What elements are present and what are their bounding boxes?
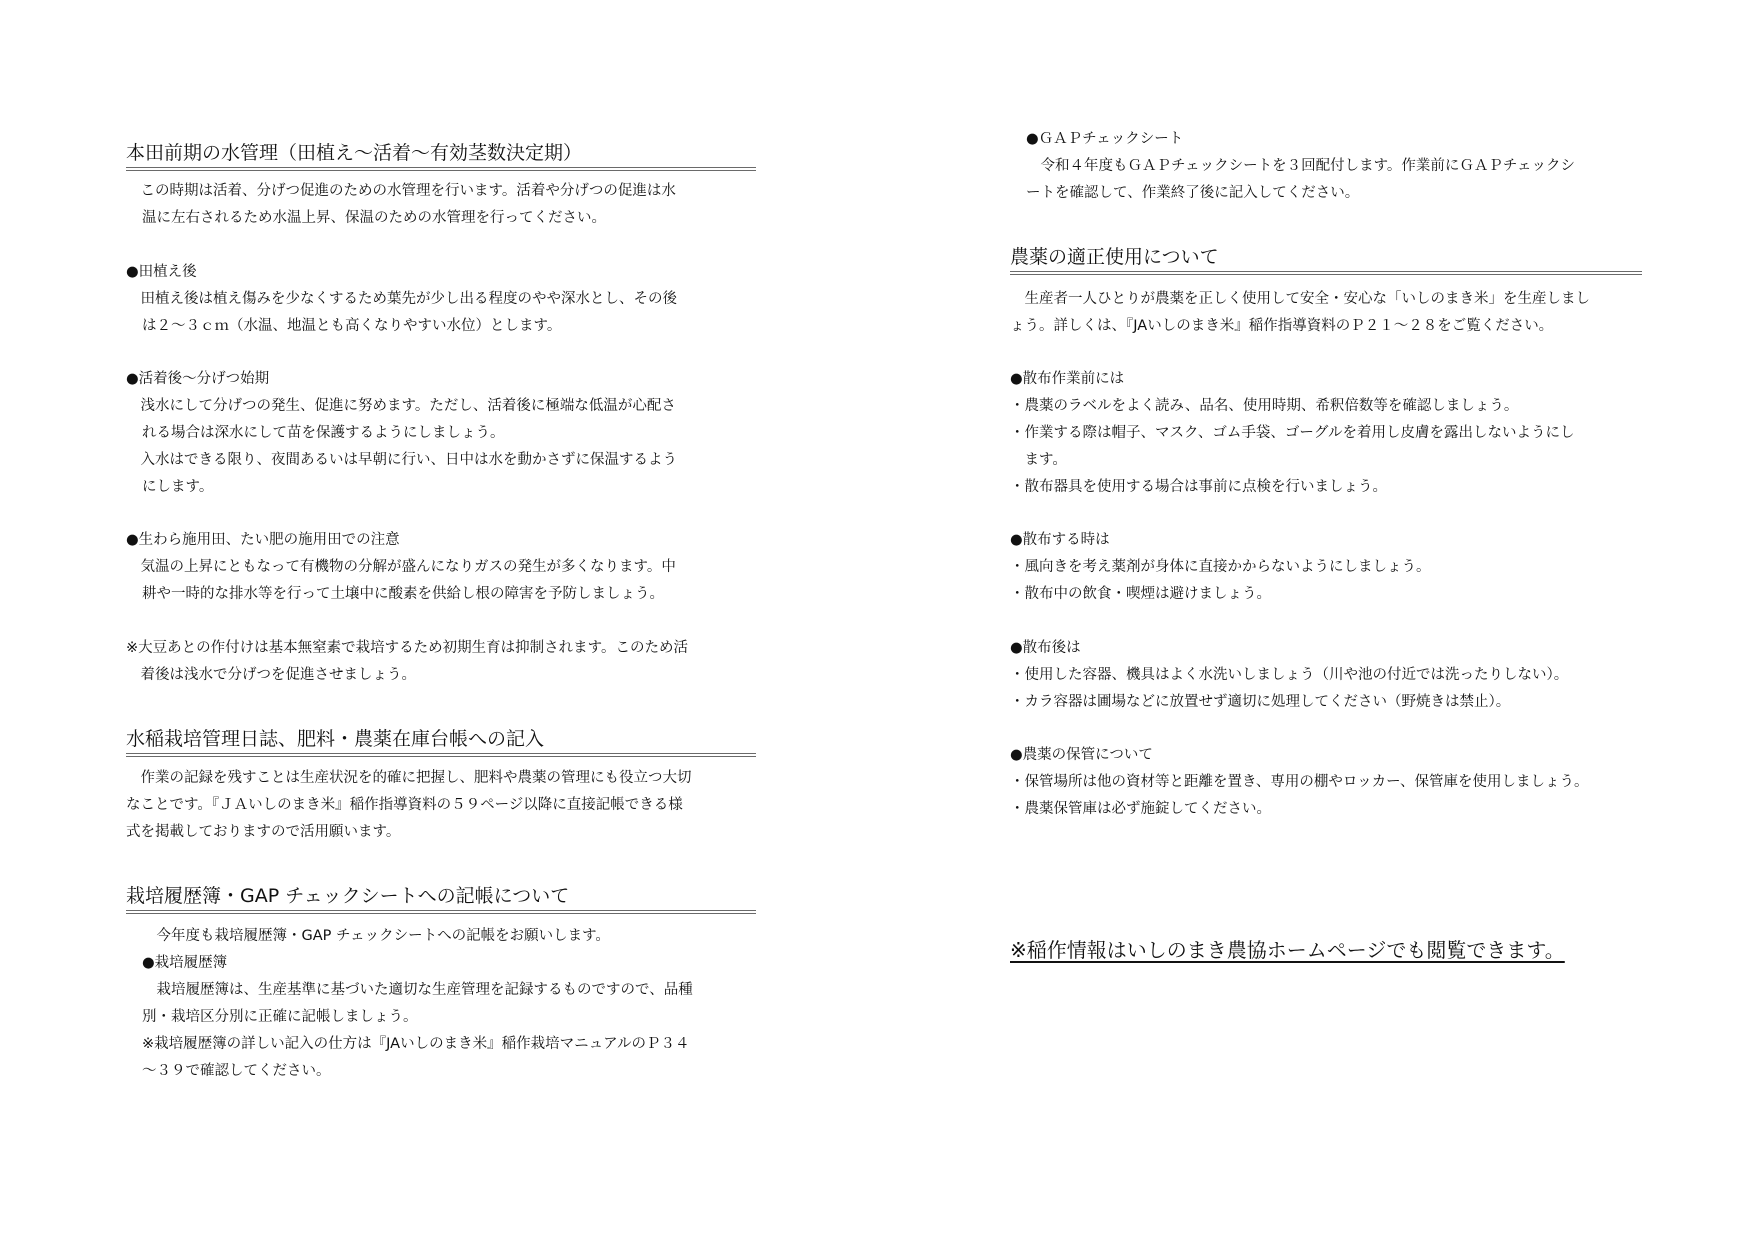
section-title-cultivation-record: 栽培履歴簿・GAP チェックシートへの記帳について bbox=[126, 882, 756, 914]
paragraph: 田植え後は植え傷みを少なくするため葉先が少し出る程度のやや深水とし、その後 bbox=[126, 291, 677, 307]
paragraph: 温に左右されるため水温上昇、保温のための水管理を行ってください。 bbox=[142, 210, 606, 226]
paragraph: 今年度も栽培履歴簿・GAP チェックシートへの記帳をお願いします。 bbox=[142, 928, 610, 944]
subheading-before-spraying: ●散布作業前には bbox=[1010, 371, 1125, 387]
list-item: ・作業する際は帽子、マスク、ゴム手袋、ゴーグルを着用し皮膚を露出しないようにし bbox=[1010, 425, 1575, 441]
section-title-diary: 水稲栽培管理日誌、肥料・農薬在庫台帳への記入 bbox=[126, 725, 756, 757]
note: 着後は浅水で分げつを促進させましょう。 bbox=[126, 667, 416, 683]
paragraph: 生産者一人ひとりが農薬を正しく使用して安全・安心な「いしのまき米」を生産しまし bbox=[1010, 291, 1590, 307]
subheading-rooting-tillering: ●活着後～分げつ始期 bbox=[126, 371, 270, 387]
paragraph: 入水はできる限り、夜間あるいは早朝に行い、日中は水を動かさずに保温するよう bbox=[126, 452, 677, 468]
paragraph: にします。 bbox=[142, 479, 214, 495]
paragraph: 令和４年度もＧＡＰチェックシートを３回配付します。作業前にＧＡＰチェックシ bbox=[1026, 158, 1575, 174]
subheading-gap-checksheet: ●ＧＡＰチェックシート bbox=[1026, 131, 1184, 147]
subheading-cultivation-record: ●栽培履歴簿 bbox=[142, 955, 228, 971]
subheading-while-spraying: ●散布する時は bbox=[1010, 532, 1110, 548]
subheading-after-planting: ●田植え後 bbox=[126, 264, 197, 280]
homepage-notice: ※稲作情報はいしのまき農協ホームページでも閲覧できます。 bbox=[1010, 938, 1565, 962]
section-title-water-management: 本田前期の水管理（田植え～活着～有効茎数決定期） bbox=[126, 139, 756, 171]
note: ※大豆あとの作付けは基本無窒素で栽培するため初期生育は抑制されます。このため活 bbox=[126, 640, 688, 656]
note: ※栽培履歴簿の詳しい記入の仕方は『JAいしのまき米』稲作栽培マニュアルのＰ３４ bbox=[142, 1036, 690, 1052]
paragraph: 作業の記録を残すことは生産状況を的確に把握し、肥料や農薬の管理にも役立つ大切 bbox=[126, 770, 692, 786]
paragraph: は２～３ｃｍ（水温、地温とも高くなりやすい水位）とします。 bbox=[142, 318, 562, 334]
list-item: ・散布器具を使用する場合は事前に点検を行いましょう。 bbox=[1010, 479, 1387, 495]
paragraph: れる場合は深水にして苗を保護するようにしましょう。 bbox=[142, 425, 505, 441]
paragraph: 別・栽培区分別に正確に記帳しましょう。 bbox=[142, 1009, 418, 1025]
paragraph: 式を掲載しておりますので活用願います。 bbox=[126, 824, 401, 840]
list-item: ・散布中の飲食・喫煙は避けましょう。 bbox=[1010, 586, 1271, 602]
list-item: ・保管場所は他の資材等と距離を置き、専用の棚やロッカー、保管庫を使用しましょう。 bbox=[1010, 774, 1589, 790]
paragraph: 耕や一時的な排水等を行って土壌中に酸素を供給し根の障害を予防しましょう。 bbox=[142, 586, 664, 602]
subheading-straw-compost: ●生わら施用田、たい肥の施用田での注意 bbox=[126, 532, 400, 548]
list-item: ・風向きを考え薬剤が身体に直接かからないようにしましょう。 bbox=[1010, 559, 1431, 575]
list-item: ・カラ容器は圃場などに放置せず適切に処理してください（野焼きは禁止）。 bbox=[1010, 694, 1511, 710]
section-title-pesticide-use: 農薬の適正使用について bbox=[1010, 243, 1642, 275]
paragraph: なことです。『ＪＡいしのまき米』稲作指導資料の５９ページ以降に直接記帳できる様 bbox=[126, 797, 683, 813]
paragraph: ょう。詳しくは、『JAいしのまき米』稲作指導資料のＰ２１～２８をご覧ください。 bbox=[1010, 318, 1554, 334]
paragraph: この時期は活着、分げつ促進のための水管理を行います。活着や分げつの促進は水 bbox=[126, 183, 676, 199]
paragraph: ートを確認して、作業終了後に記入してください。 bbox=[1026, 185, 1360, 201]
paragraph: 浅水にして分げつの発生、促進に努めます。ただし、活着後に極端な低温が心配さ bbox=[126, 398, 676, 414]
subheading-after-spraying: ●散布後は bbox=[1010, 640, 1081, 656]
list-item: ・農薬保管庫は必ず施錠してください。 bbox=[1010, 801, 1271, 817]
paragraph: 気温の上昇にともなって有機物の分解が盛んになりガスの発生が多くなります。中 bbox=[126, 559, 676, 575]
list-item: ます。 bbox=[1010, 452, 1067, 468]
list-item: ・農薬のラベルをよく読み、品名、使用時期、希釈倍数等を確認しましょう。 bbox=[1010, 398, 1519, 414]
list-item: ・使用した容器、機具はよく水洗いしましょう（川や池の付近では洗ったりしない）。 bbox=[1010, 667, 1569, 683]
paragraph: 栽培履歴簿は、生産基準に基づいた適切な生産管理を記録するものですので、品種 bbox=[142, 982, 693, 998]
subheading-storage: ●農薬の保管について bbox=[1010, 747, 1153, 763]
note: ～３９で確認してください。 bbox=[142, 1063, 331, 1079]
